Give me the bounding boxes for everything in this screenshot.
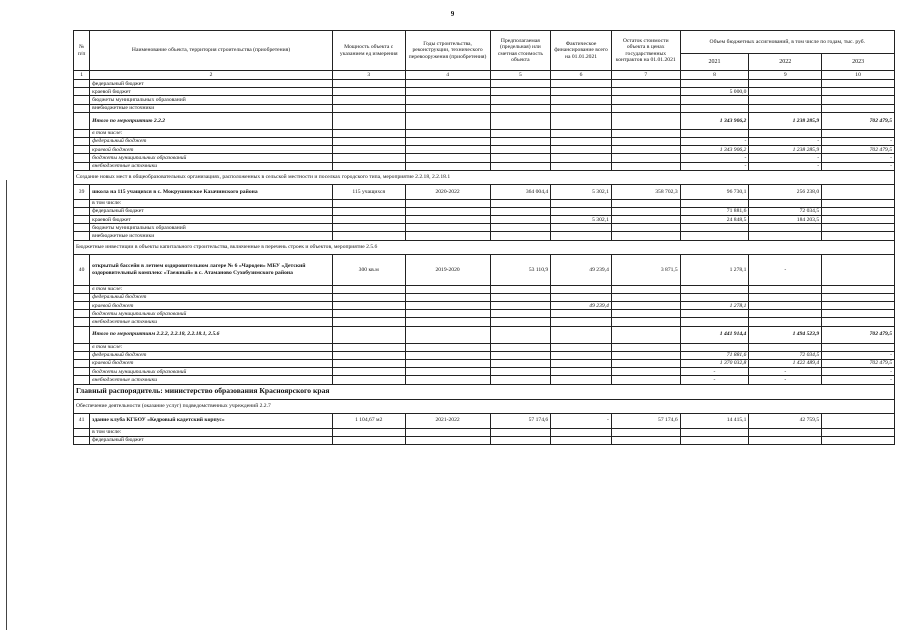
table-row bbox=[74, 285, 895, 293]
row-label: бюджеты муниципальных образований bbox=[90, 96, 333, 104]
column-number: 6 bbox=[551, 71, 612, 80]
cell-2022: 184 203,5 bbox=[749, 216, 822, 224]
table-row bbox=[74, 351, 895, 359]
table-row bbox=[74, 224, 895, 232]
table-row bbox=[74, 436, 895, 444]
cell-2022: 256 238,0 bbox=[749, 184, 822, 199]
cell-2022: - bbox=[749, 154, 822, 162]
row-label: краевой бюджет bbox=[90, 302, 333, 310]
cell-2021: 1 441 914,4 bbox=[680, 326, 749, 343]
main-manager-row bbox=[74, 384, 895, 399]
table-row bbox=[74, 216, 895, 224]
object-name: здание клуба КГБОУ «Кедровый кадетский корпус» bbox=[90, 413, 333, 428]
header-name: Наименование объекта, территория строительства (приобретения) bbox=[90, 31, 333, 71]
section-title: Бюджетные инвестиции в объекты капитального строительства, включенные в перечень строек и объектов, мероприятие 2.5.6 bbox=[74, 240, 895, 254]
cell-2021: - bbox=[680, 376, 749, 384]
cell-2023: 702 479,5 bbox=[822, 112, 895, 129]
row-label: Итого по мероприятиям 2.2.2, 2.2.18, 2.2.18.1, 2.5.6 bbox=[90, 326, 333, 343]
table-row bbox=[74, 199, 895, 207]
column-number-row bbox=[74, 71, 895, 80]
row-label: краевой бюджет bbox=[90, 216, 333, 224]
object-number: 41 bbox=[74, 413, 90, 428]
object-cost: 53 110,9 bbox=[490, 254, 551, 285]
row-label: федеральный бюджет bbox=[90, 293, 333, 301]
cell-2021: 5 000,0 bbox=[680, 88, 749, 96]
object-name: открытый бассейн в летнем оздоровительном лагере № 6 «Чародеи» МБУ «Детский оздоровительный комплекс «Таежный» в с. Атаманово Сухобузимского района bbox=[90, 254, 333, 285]
header-year-2022: 2022 bbox=[749, 54, 822, 71]
object-remaining: 358 702,3 bbox=[611, 184, 680, 199]
table-row bbox=[74, 80, 895, 88]
cell-2021: 1 343 906,2 bbox=[680, 146, 749, 154]
table-row bbox=[74, 207, 895, 215]
header-no: № п/п bbox=[74, 31, 90, 71]
scan-edge-line bbox=[6, 180, 7, 630]
header-year-2021: 2021 bbox=[680, 54, 749, 71]
object-years: 2020-2022 bbox=[405, 184, 490, 199]
object-number: 39 bbox=[74, 184, 90, 199]
column-number: 8 bbox=[680, 71, 749, 80]
cell-2023 bbox=[822, 254, 895, 285]
header-remaining: Остаток стоимости объекта в ценах государственных контрактов на 01.01.2021 bbox=[611, 31, 680, 71]
cell-2023: - bbox=[822, 154, 895, 162]
table-row bbox=[74, 376, 895, 384]
cell-2023: - bbox=[822, 368, 895, 376]
object-cost: 57 174,6 bbox=[490, 413, 551, 428]
cell-2021: 24 848,5 bbox=[680, 216, 749, 224]
page-number: 9 bbox=[450, 10, 455, 18]
row-label: внебюджетные источники bbox=[90, 376, 333, 384]
cell-2022: 1 238 285,9 bbox=[749, 146, 822, 154]
column-number: 9 bbox=[749, 71, 822, 80]
row-label: в том числе: bbox=[90, 129, 333, 137]
row-label: краевой бюджет bbox=[90, 359, 333, 367]
cell-2021 bbox=[680, 80, 749, 88]
column-number: 3 bbox=[332, 71, 405, 80]
section-row bbox=[74, 399, 895, 413]
cell-2023: 702 479,5 bbox=[822, 326, 895, 343]
row-label: федеральный бюджет bbox=[90, 351, 333, 359]
table-row bbox=[74, 96, 895, 104]
cell-2021: 14 415,1 bbox=[680, 413, 749, 428]
row-label: в том числе: bbox=[90, 199, 333, 207]
cell-financed: 49 239,4 bbox=[551, 302, 612, 310]
cell-2021: - bbox=[680, 162, 749, 170]
cell-2022: - bbox=[749, 162, 822, 170]
object-capacity: 300 кв.м bbox=[332, 254, 405, 285]
table-row bbox=[74, 129, 895, 137]
object-cost: 364 004,4 bbox=[490, 184, 551, 199]
object-capacity: 1 104,67 м2 bbox=[332, 413, 405, 428]
cell-2021: - bbox=[680, 137, 749, 145]
table-row bbox=[74, 154, 895, 162]
cell-2022: 1 494 523,9 bbox=[749, 326, 822, 343]
cell-2021: 1 343 906,2 bbox=[680, 112, 749, 129]
cell-2021: - bbox=[680, 368, 749, 376]
row-label: внебюджетные источники bbox=[90, 104, 333, 112]
object-years: 2021-2022 bbox=[405, 413, 490, 428]
cell-2021: 96 730,1 bbox=[680, 184, 749, 199]
cell-2021: 71 881,6 bbox=[680, 351, 749, 359]
cell-2021: 1 370 032,8 bbox=[680, 359, 749, 367]
total-row bbox=[74, 112, 895, 129]
object-remaining: 3 871,5 bbox=[611, 254, 680, 285]
cell-2021: 1 278,1 bbox=[680, 254, 749, 285]
object-number: 40 bbox=[74, 254, 90, 285]
cell-2022: 42 759,5 bbox=[749, 413, 822, 428]
cell-financed: 5 302,1 bbox=[551, 216, 612, 224]
row-label: федеральный бюджет bbox=[90, 207, 333, 215]
table-row bbox=[74, 343, 895, 351]
header-capacity: Мощность объекта с указанием ед измерения bbox=[332, 31, 405, 71]
main-manager-title: Главный распорядитель: министерство образования Красноярского края bbox=[74, 384, 895, 399]
cell-2022: 72 034,5 bbox=[749, 351, 822, 359]
cell-2023 bbox=[822, 80, 895, 88]
object-row bbox=[74, 184, 895, 199]
header-cost: Предполагаемая (предельная) или сметная стоимость объекта bbox=[490, 31, 551, 71]
table-row bbox=[74, 137, 895, 145]
column-number: 10 bbox=[822, 71, 895, 80]
object-financed: 5 302,1 bbox=[551, 184, 612, 199]
table-row bbox=[74, 104, 895, 112]
cell-2023: - bbox=[822, 376, 895, 384]
total-row bbox=[74, 326, 895, 343]
cell-2022 bbox=[749, 80, 822, 88]
cell-2022: - bbox=[749, 368, 822, 376]
row-label: краевой бюджет bbox=[90, 146, 333, 154]
cell-2022: 1 238 285,9 bbox=[749, 112, 822, 129]
object-row bbox=[74, 413, 895, 428]
row-label: бюджеты муниципальных образований bbox=[90, 154, 333, 162]
table-row bbox=[74, 359, 895, 367]
table-row bbox=[74, 162, 895, 170]
row-label: в том числе: bbox=[90, 285, 333, 293]
cell-2021: 71 881,6 bbox=[680, 207, 749, 215]
table-row bbox=[74, 302, 895, 310]
header-financed: Фактическое финансирование всего на 01.01.2021 bbox=[551, 31, 612, 71]
row-label: бюджеты муниципальных образований bbox=[90, 368, 333, 376]
row-label: бюджеты муниципальных образований bbox=[90, 224, 333, 232]
row-label: федеральный бюджет bbox=[90, 80, 333, 88]
cell-2021: - bbox=[680, 154, 749, 162]
cell-2023: 702 479,5 bbox=[822, 359, 895, 367]
object-financed: - bbox=[551, 413, 612, 428]
column-number: 2 bbox=[90, 71, 333, 80]
column-number: 1 bbox=[74, 71, 90, 80]
cell-2023: - bbox=[822, 351, 895, 359]
object-remaining: 57 174,6 bbox=[611, 413, 680, 428]
row-label: Итого по мероприятию 2.2.2 bbox=[90, 112, 333, 129]
section-title: Создание новых мест в общеобразовательных организациях, расположенных в сельской местности и поселках городского типа, мероприятие 2.2.18, 2.2.18.1 bbox=[74, 170, 895, 184]
column-number: 4 bbox=[405, 71, 490, 80]
object-capacity: 115 учащихся bbox=[332, 184, 405, 199]
table-row bbox=[74, 310, 895, 318]
budget-table bbox=[73, 30, 895, 445]
table-row bbox=[74, 88, 895, 96]
section-row bbox=[74, 240, 895, 254]
cell-2023 bbox=[822, 88, 895, 96]
header-year-2023: 2023 bbox=[822, 54, 895, 71]
cell-2023 bbox=[822, 413, 895, 428]
cell-2022: - bbox=[749, 376, 822, 384]
cell-2021: 1 278,1 bbox=[680, 302, 749, 310]
object-financed: 49 239,4 bbox=[551, 254, 612, 285]
row-label: бюджеты муниципальных образований bbox=[90, 310, 333, 318]
row-label: внебюджетные источники bbox=[90, 162, 333, 170]
cell-2022: 1 422 489,4 bbox=[749, 359, 822, 367]
cell-2022: 72 034,5 bbox=[749, 207, 822, 215]
table-row bbox=[74, 293, 895, 301]
header-budget: Объем бюджетных ассигнований, в том числе по годам, тыс. руб. bbox=[680, 31, 894, 54]
table-row bbox=[74, 232, 895, 240]
row-label: федеральный бюджет bbox=[90, 137, 333, 145]
object-years: 2019-2020 bbox=[405, 254, 490, 285]
cell-2023: 702 479,5 bbox=[822, 146, 895, 154]
section-title: Обеспечение деятельности (оказание услуг) подведомственных учреждений 2.2.7 bbox=[74, 399, 895, 413]
cell-2022: - bbox=[749, 137, 822, 145]
column-number: 7 bbox=[611, 71, 680, 80]
cell-2023: - bbox=[822, 137, 895, 145]
row-label: федеральный бюджет bbox=[90, 436, 333, 444]
table-row bbox=[74, 146, 895, 154]
cell-2022 bbox=[749, 88, 822, 96]
row-label: в том числе: bbox=[90, 343, 333, 351]
object-row bbox=[74, 254, 895, 285]
row-label: в том числе: bbox=[90, 428, 333, 436]
table-row bbox=[74, 318, 895, 326]
row-label: внебюджетные источники bbox=[90, 318, 333, 326]
object-name: школа на 115 учащихся в с. Мокрушинское Казачинского района bbox=[90, 184, 333, 199]
cell-2023 bbox=[822, 184, 895, 199]
cell-2022: - bbox=[749, 254, 822, 285]
header-years: Годы строительства, реконструкции, технического перевооружения (приобретения) bbox=[405, 31, 490, 71]
row-label: краевой бюджет bbox=[90, 88, 333, 96]
table-row bbox=[74, 368, 895, 376]
row-label: внебюджетные источники bbox=[90, 232, 333, 240]
section-row bbox=[74, 170, 895, 184]
table-row bbox=[74, 428, 895, 436]
column-number: 5 bbox=[490, 71, 551, 80]
cell-2023: - bbox=[822, 162, 895, 170]
